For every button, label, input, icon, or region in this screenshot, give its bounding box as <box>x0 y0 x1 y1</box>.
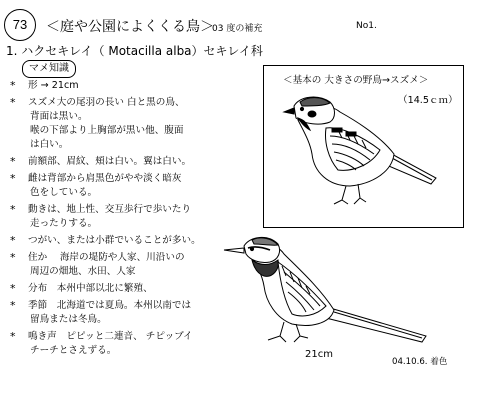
note-bullet: * <box>10 330 16 343</box>
note-item <box>10 79 260 93</box>
note-line: 喉の下部より上胸部が黒い他、腹面 <box>30 125 184 136</box>
reference-title: ＜基本の 大きさの野鳥→スズメ＞ <box>283 75 429 86</box>
main-bird-size: 21cm <box>305 349 333 360</box>
note-bullet: * <box>10 299 16 312</box>
note-item <box>10 172 260 200</box>
note-bullet: * <box>10 282 16 295</box>
note-line: 分布 本州中部以北に繁殖、 <box>28 283 153 294</box>
note-item <box>10 203 260 231</box>
note-line: 留鳥または冬鳥。 <box>30 314 107 325</box>
note-line: 住か 海岸の堤防や人家、川沿いの <box>28 252 185 263</box>
note-line: 鳴き声 ピピッと二連音、 チピッブイ <box>28 331 193 342</box>
sparrow-illustration <box>276 92 446 210</box>
trivia-chip: マメ知識 <box>22 60 76 78</box>
note-line: スズメ大の尾羽の長い 白と黒の鳥、 <box>28 97 185 108</box>
note-line: 動きは、地上性、交互歩行で歩いたり <box>28 204 192 215</box>
note-bullet: * <box>10 203 16 216</box>
note-line: 色をしている。 <box>30 187 98 198</box>
note-line: つがい、または小群でいることが多い。 <box>28 235 201 246</box>
note-item <box>10 155 260 169</box>
page-subtitle: 03 度の補充 <box>212 24 263 34</box>
entry-number-badge: 73 <box>4 9 36 41</box>
note-line: 形 → 21cm <box>28 80 79 91</box>
note-line: 走ったりする。 <box>30 218 98 229</box>
note-bullet: * <box>10 79 16 92</box>
note-line: 背面は黒い。 <box>30 111 88 122</box>
note-bullet: * <box>10 251 16 264</box>
note-bullet: * <box>10 155 16 168</box>
page-title: ＜庭や公園によくくる鳥＞ <box>46 19 214 35</box>
note-line: 前額部、眉紋、頬は白い。翼は白い。 <box>28 156 192 167</box>
note-line: は白い。 <box>30 139 69 150</box>
note-bullet: * <box>10 96 16 109</box>
date-note: 04.10.6. 着色 <box>392 357 448 367</box>
note-bullet: * <box>10 234 16 247</box>
note-line: 季節 北海道では夏鳥。本州以南では <box>28 300 192 311</box>
note-item <box>10 96 260 152</box>
note-line: チーチとさえずる。 <box>30 345 117 356</box>
reference-size: （14.5ｃｍ） <box>398 95 458 106</box>
note-line: 周辺の畑地、水田、人家 <box>30 266 136 277</box>
note-bullet: * <box>10 172 16 185</box>
wagtail-illustration <box>222 232 432 350</box>
page-number: No1. <box>356 21 377 31</box>
species-heading: 1. ハクセキレイ（ Motacilla alba）セキレイ科 <box>6 44 263 58</box>
note-line: 雌は背部から肩黒色がやや淡く暗灰 <box>28 173 182 184</box>
